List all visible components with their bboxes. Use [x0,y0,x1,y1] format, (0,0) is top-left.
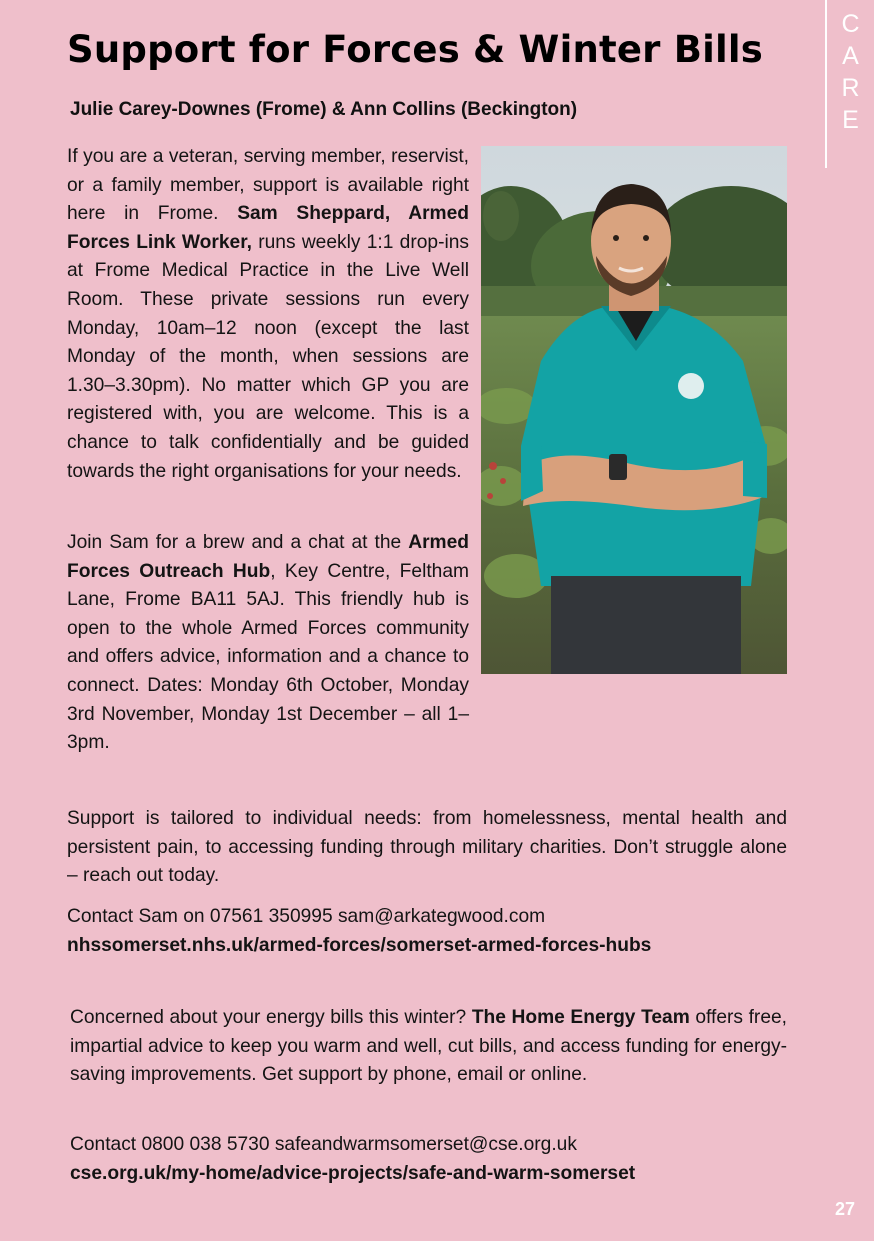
safe-and-warm-link[interactable]: cse.org.uk/my-home/advice-projects/safe-and-warm-somerset [70,1163,636,1184]
contact-sam: Contact Sam on 07561 350995 sam@arkategwood.com [67,906,546,927]
armed-forces-hubs-link[interactable]: nhssomerset.nhs.uk/armed-forces/somerset-armed-forces-hubs [67,935,652,956]
photo-sam-sheppard [481,146,787,674]
link-worker-name: Sam Sheppard, Armed Forces Link Worker, [67,203,469,253]
paragraph-link-worker: If you are a veteran, serving member, reservist, or a family member, support is available right here in Frome. Sam Sheppard, Armed Forces Link Worker, runs weekly 1:1 drop-ins at Frome Medical Practice in the Live Well Room. These private sessions run every Monday, 10am–12 noon (except the last Monday of the month, when sessions are 1.30–3.30pm). No matter which GP you are registered with, you are welcome. This is a chance to talk confidentially and be guided towards the right organisations for your needs. [67,146,470,482]
paragraph-outreach-hub: Join Sam for a brew and a chat at the Armed Forces Outreach Hub, Key Centre, Feltham Lane, Frome BA11 5AJ. This friendly hub is open to the whole Armed Forces community and offers advice, information and a chance to connect. Dates: Monday 6th October, Monday 3rd November, Monday 1st December – all 1–3pm. [67,532,469,754]
section-tab-letter: C [841,10,860,38]
outreach-hub-name: Armed Forces Outreach Hub [67,532,469,582]
paragraph-tailored-support: Support is tailored to individual needs: from homelessness, mental health and persistent pain, to accessing funding through military charities. Don’t struggle alone – reach out today. [67,808,787,887]
article-title: Support for Forces & Winter Bills [67,28,763,71]
section-tab-letter: A [842,42,859,70]
article-byline: Julie Carey-Downes (Frome) & Ann Collins (Beckington) [70,99,578,120]
section-tab-letter: R [841,74,860,102]
home-energy-team-name: The Home Energy Team [471,1007,690,1028]
contact-energy: Contact 0800 038 5730 safeandwarmsomerset@cse.org.uk [70,1134,577,1155]
section-tab-care [825,0,874,168]
section-tab-letter: E [842,106,859,134]
page-number: 27 [835,1199,856,1219]
portrait-illustration [481,146,787,674]
paragraph-home-energy: Concerned about your energy bills this winter? The Home Energy Team offers free, impartial advice to keep you warm and well, cut bills, and access funding for energy-saving improvements. Get support by phone, email or online. [70,1007,787,1086]
